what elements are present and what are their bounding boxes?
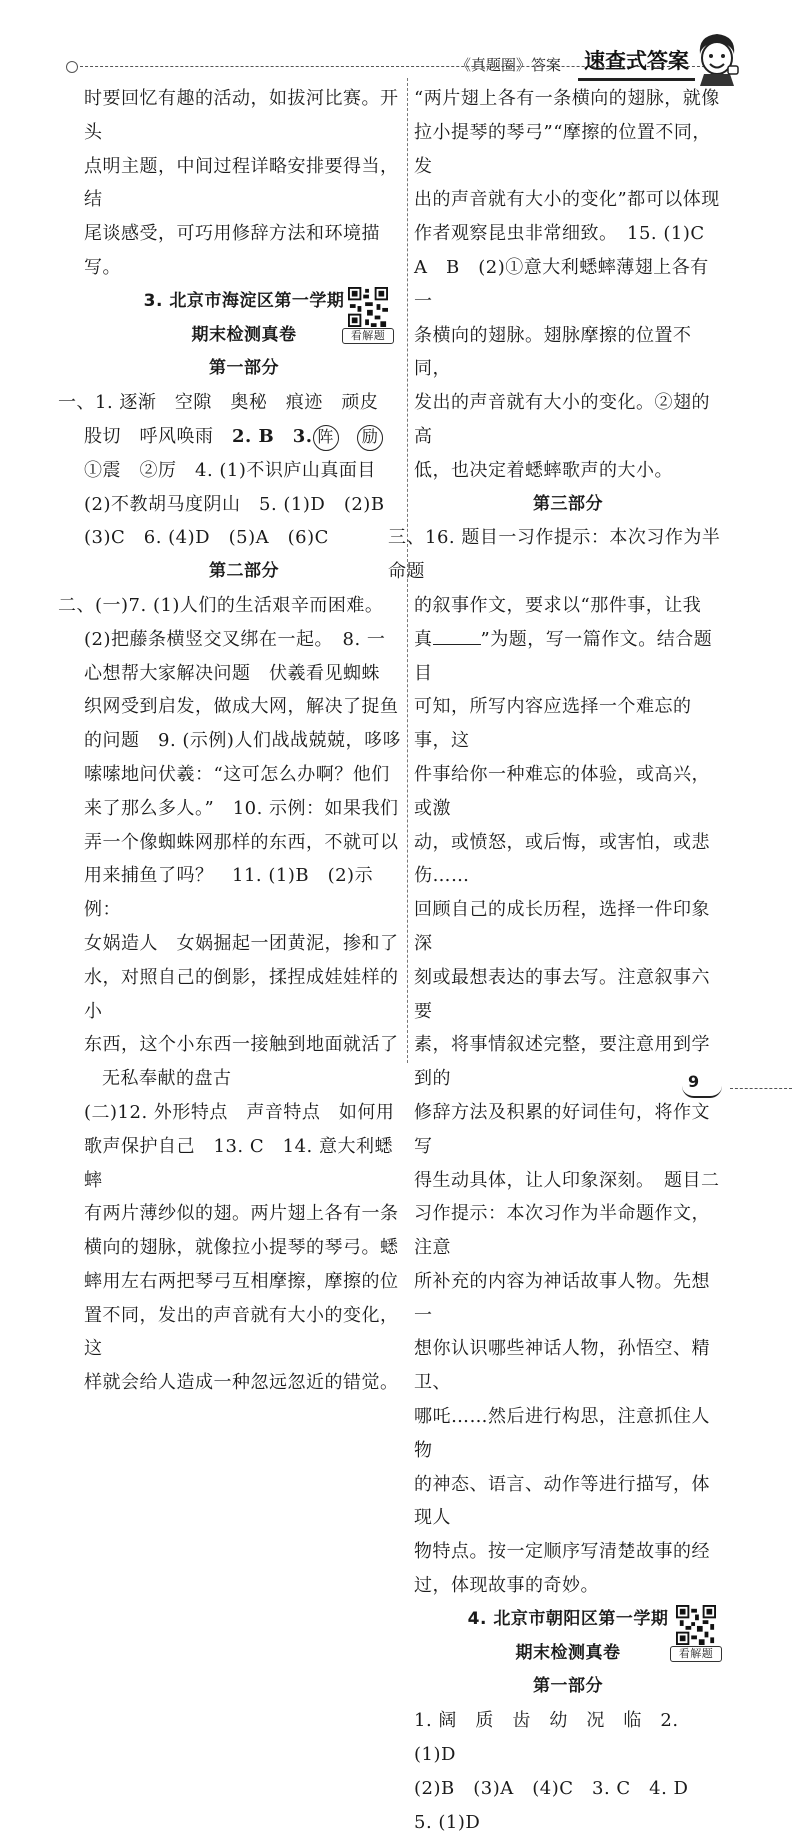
right-column — [388, 82, 722, 1839]
qr-caption: 看解题 — [670, 1646, 722, 1662]
text-line: 一、1. 逐渐 空隙 奥秘 痕迹 顽皮 — [58, 392, 379, 414]
text-line: 歌声保护自己 13. C 14. 意大利蟋蟀 — [84, 1135, 393, 1191]
text-line: (2)不教胡马度阴山 5. (1)D (2)B — [84, 493, 385, 515]
answer-section-tag: 速查式答案 — [578, 44, 695, 81]
qr-code-link[interactable] — [670, 1605, 722, 1662]
text-line: 二、(一)7. (1)人们的生活艰辛而困难。 — [58, 594, 384, 616]
text-line: (3)C 6. (4)D (5)A (6)C — [84, 527, 329, 549]
circled-char: 励 — [357, 425, 383, 451]
text-span: 真 — [414, 628, 433, 650]
text-line: 发出的声音就有大小的变化。②翅的高 — [414, 392, 710, 447]
text-line: 来了那么多人。” 10. 示例：如果我们 — [84, 797, 399, 819]
text-line: 三、16. 题目一习作提示：本次习作为半命题 — [388, 527, 721, 583]
text-line: 点明主题，中间过程详略安排要得当，结 — [84, 155, 399, 211]
text-span: ”为题，写一篇作文。结合题目 — [414, 628, 713, 684]
text-line: 得生动具体，让人印象深刻。 题目二 — [414, 1169, 720, 1191]
section-title: 3. 北京市海淀区第一学期 — [143, 290, 345, 311]
text-line: 织网受到启发，做成大网，解决了捉鱼 — [84, 696, 399, 718]
text-line: 哪吒……然后进行构思，注意抓住人物 — [414, 1406, 710, 1461]
section-subtitle: 期末检测真卷 — [515, 1642, 621, 1663]
section-3-heading — [84, 285, 404, 353]
section-subtitle: 期末检测真卷 — [191, 324, 297, 345]
part-heading: 第三部分 — [533, 493, 603, 514]
text-line: 的神态、语言、动作等进行描写，体现人 — [414, 1473, 710, 1529]
book-title: 《真题圈》答案 — [456, 56, 562, 74]
qr-code-icon — [676, 1605, 716, 1645]
text-line: 无私奉献的盘古 — [102, 1068, 232, 1090]
text-line: 条横向的翅脉。翅脉摩擦的位置不同， — [414, 324, 692, 380]
text-line: 蟀用左右两把琴弓互相摩擦，摩擦的位 — [84, 1270, 399, 1292]
text-line: 习作提示：本次习作为半命题作文，注意 — [414, 1203, 710, 1259]
text-line: 物特点。按一定顺序写清楚故事的经 — [414, 1541, 710, 1563]
left-column — [58, 82, 404, 1400]
text-line: 1. 阔 质 齿 幼 况 临 2. (1)D — [414, 1710, 679, 1766]
text-line: “两片翅上各有一条横向的翅脉，就像 — [414, 88, 720, 109]
text-span: 3. — [292, 425, 313, 447]
circled-char: 阵 — [313, 425, 339, 451]
text-line: 样就会给人造成一种忽远忽近的错觉。 — [84, 1372, 399, 1394]
page-number-swoosh — [682, 1086, 722, 1098]
header-rule-end — [66, 61, 78, 73]
text-line: 过，体现故事的奇妙。 — [414, 1575, 599, 1597]
qr-code-link[interactable] — [342, 287, 394, 344]
text-line: 素，将事情叙述完整，要注意用到学到的 — [414, 1034, 710, 1090]
part-heading: 第二部分 — [209, 561, 279, 582]
text-line: (2)把藤条横竖交叉绑在一起。 8. 一 — [84, 628, 386, 650]
page-number-text: 9 — [688, 1072, 700, 1091]
page-header — [0, 0, 800, 90]
text-line: 横向的翅脉，就像拉小提琴的琴弓。蟋 — [84, 1237, 399, 1259]
text-line: 水，对照自己的倒影，揉捏成娃娃样的小 — [84, 966, 399, 1022]
text-line: 的叙事作文，要求以“那件事，让我 — [414, 594, 702, 616]
text-line: 嗦嗦地问伏羲：“这可怎么办啊？他们 — [84, 763, 390, 785]
text-line: 置不同，发出的声音就有大小的变化，这 — [84, 1304, 399, 1360]
text-line: 的问题 9. (示例)人们战战兢兢，哆哆 — [84, 730, 401, 752]
text-line: (二)12. 外形特点 声音特点 如何用 — [84, 1101, 395, 1123]
text-line: 心想帮大家解决问题 伏羲看见蜘蛛 — [84, 662, 380, 684]
text-line: 时要回忆有趣的活动，如拔河比赛。开头 — [84, 88, 399, 143]
section-4-heading — [414, 1603, 722, 1671]
footer-rule — [730, 1088, 792, 1089]
text-line: 回顾自己的成长历程，选择一件印象深 — [414, 899, 710, 954]
text-line: 东西，这个小东西一接触到地面就活了 — [84, 1034, 399, 1056]
text-line: 弄一个像蜘蛛网那样的东西，不就可以 — [84, 831, 399, 853]
text-line: 想你认识哪些神话人物，孙悟空、精卫、 — [414, 1338, 710, 1394]
section-title: 4. 北京市朝阳区第一学期 — [467, 1608, 669, 1629]
text-line: 出的声音就有大小的变化”都可以体现 — [414, 189, 720, 211]
text-line: 件事给你一种难忘的体验，或高兴，或激 — [414, 763, 710, 819]
text-span: 2. B — [232, 425, 293, 447]
text-line: ①震 ②厉 4. (1)不识庐山真面目 — [84, 459, 376, 481]
text-line — [414, 623, 722, 691]
qr-code-icon — [348, 287, 388, 327]
text-line: 所补充的内容为神话故事人物。先想一 — [414, 1270, 710, 1326]
text-line: 作者观察昆虫非常细致。 15. (1)C — [414, 223, 705, 245]
qr-caption: 看解题 — [342, 328, 394, 344]
text-span: 股切 呼风唤雨 — [84, 425, 232, 447]
mascot-icon — [692, 30, 742, 86]
text-line: 刻或最想表达的事去写。注意叙事六要 — [414, 966, 710, 1022]
text-line: 动，或愤怒，或后悔，或害怕，或悲伤…… — [414, 831, 710, 887]
text-line: A B (2)①意大利蟋蟀薄翅上各有一 — [414, 256, 709, 312]
text-line: 女娲造人 女娲掘起一团黄泥，掺和了 — [84, 932, 399, 954]
text-line: 拉小提琴的琴弓”“摩擦的位置不同，发 — [414, 121, 711, 177]
text-line: 尾谈感受，可巧用修辞方法和环境描写。 — [84, 223, 380, 278]
text-line: 低，也决定着蟋蟀歌声的大小。 — [414, 459, 673, 481]
text-line — [84, 420, 404, 454]
fill-blank — [433, 630, 481, 645]
text-line: (2)B (3)A (4)C 3. C 4. D 5. (1)D — [414, 1777, 707, 1833]
text-line: 修辞方法及积累的好词佳句，将作文写 — [414, 1101, 710, 1157]
part-heading: 第一部分 — [209, 358, 279, 379]
text-line: 用来捕鱼了吗？ 11. (1)B (2)示例： — [84, 865, 374, 921]
text-line: 可知，所写内容应选择一个难忘的事，这 — [414, 696, 692, 752]
part-heading: 第一部分 — [533, 1676, 603, 1697]
page-number — [688, 1072, 699, 1091]
text-line: 有两片薄纱似的翅。两片翅上各有一条 — [84, 1203, 399, 1225]
